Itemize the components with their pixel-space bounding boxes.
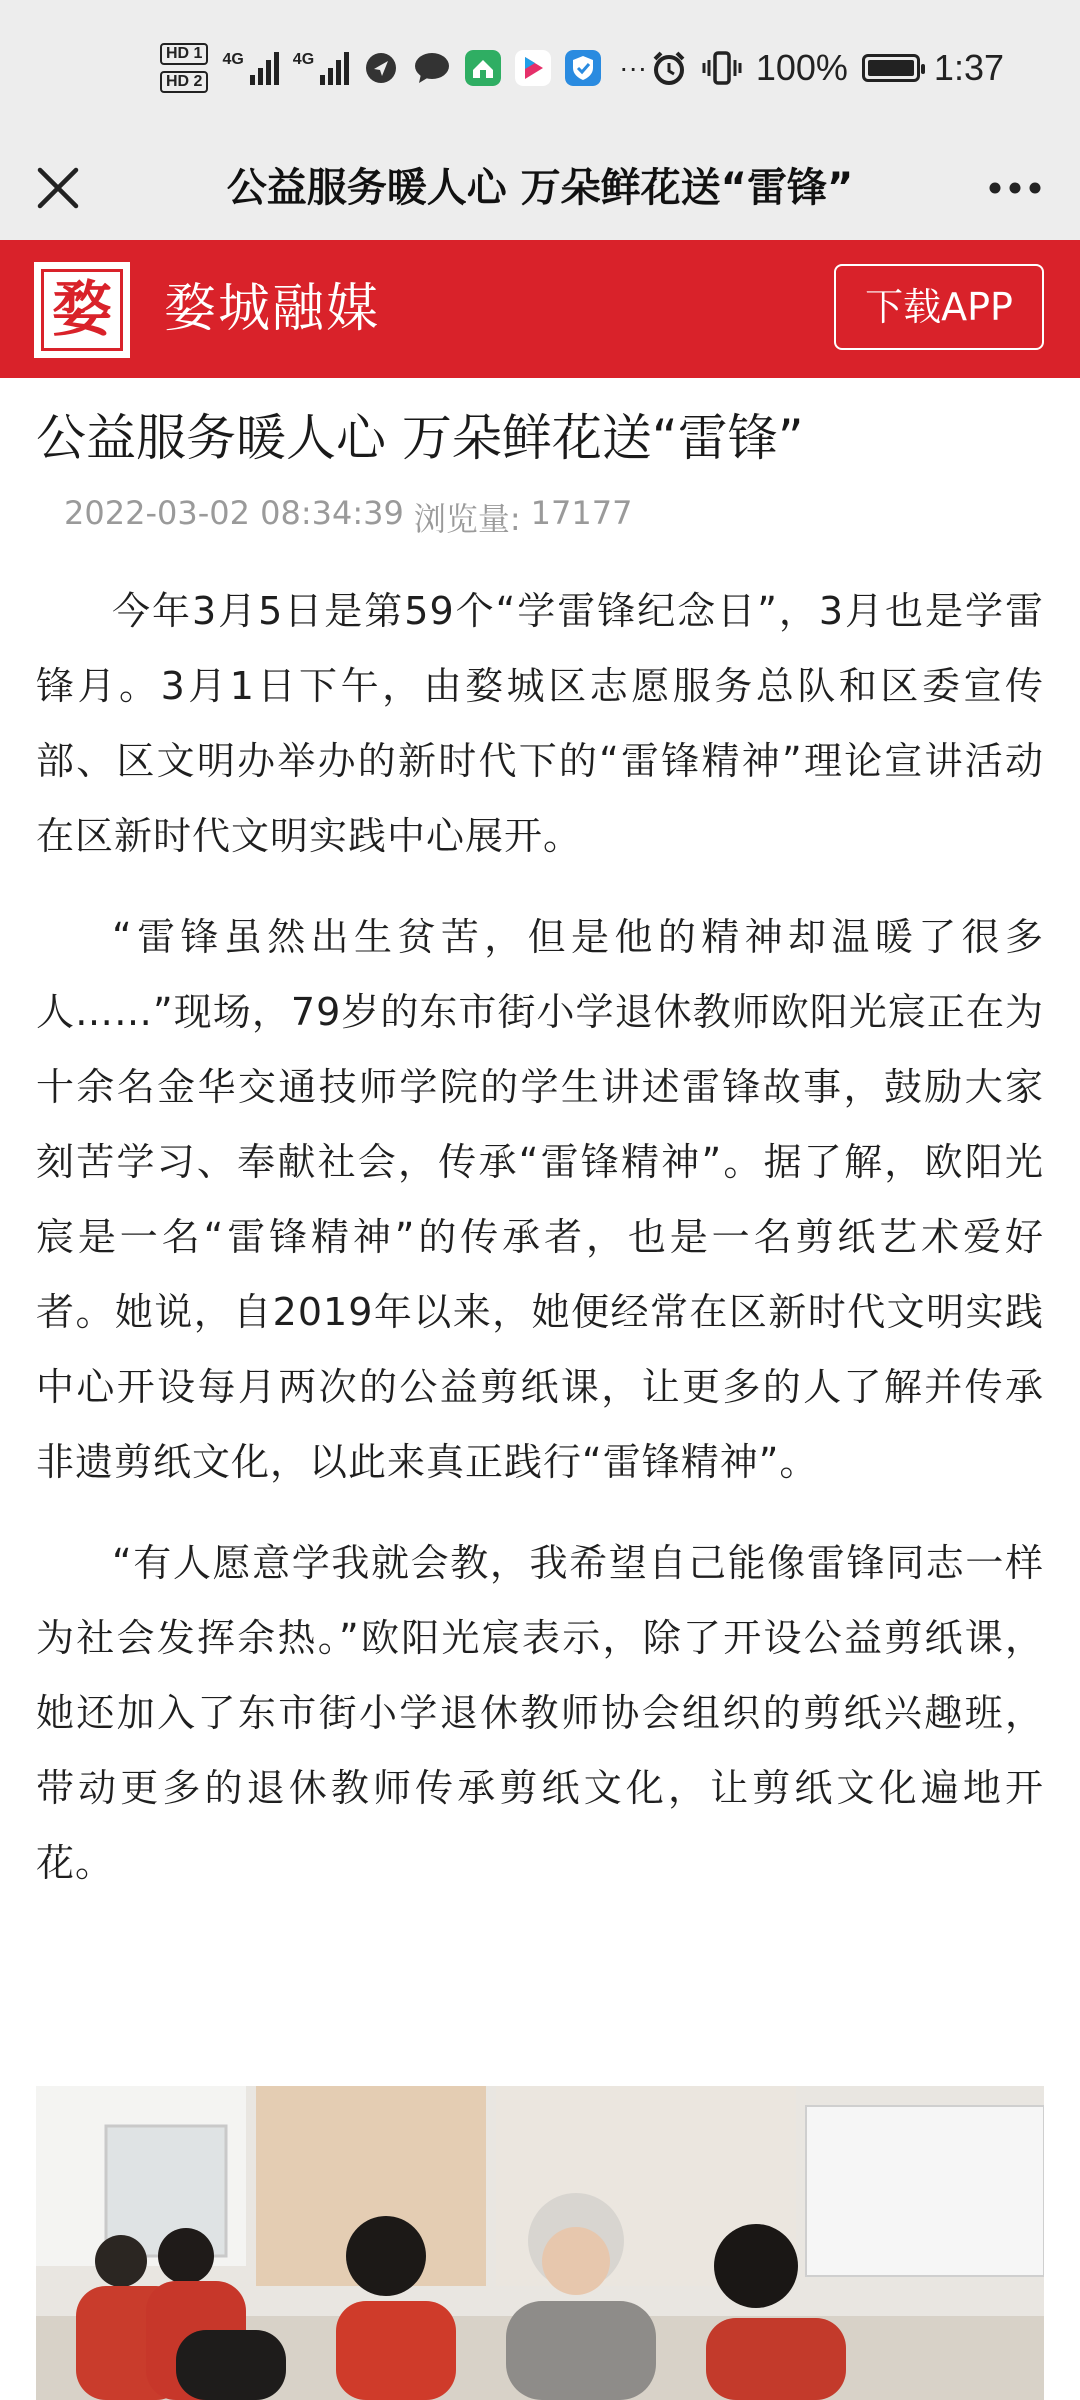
alarm-icon [650, 49, 688, 87]
status-right [650, 38, 1004, 98]
article-paragraph: “雷锋虽然出生贫苦，但是他的精神却温暖了很多人……”现场，79岁的东市街小学退休教师欧阳光宸正在为十余名金华交通技师学院的学生讲述雷锋故事，鼓励大家刻苦学习、奉献社会，传承“雷锋精神”。据了解，欧阳光宸是一名“雷锋精神”的传承者，也是一名剪纸艺术爱好者。她说，自2019年以来，她便经常在区新时代文明实践中心开设每月两次的公益剪纸课，让更多的人了解并传承非遗剪纸文化，以此来真正践行“雷锋精神”。 [36, 915, 1044, 1484]
battery-level-fill [868, 60, 914, 76]
brand-logo-seal: 婺 [41, 269, 123, 351]
article-datetime: 2022-03-02 08:34:39 [64, 494, 404, 532]
chat-bubble-icon [413, 50, 451, 86]
signal-icon [222, 51, 278, 85]
article-body [36, 574, 1044, 1901]
nav-title: 公益服务暖人心 万朵鲜花送“雷锋” [226, 165, 854, 211]
hd-indicators [160, 43, 208, 93]
battery-icon [862, 54, 920, 82]
more-notifications-indicator: ··· [619, 52, 648, 83]
article-paragraph: “有人愿意学我就会教，我希望自己能像雷锋同志一样为社会发挥余热。”欧阳光宸表示，除了开设公益剪纸课，她还加入了东市街小学退休教师协会组织的剪纸兴趣班，带动更多的退休教师传承剪纸文化，让剪纸文化遍地开花。 [36, 1541, 1044, 1885]
views-label: 浏览量: [413, 500, 521, 538]
article-paragraph: 今年3月5日是第59个“学雷锋纪念日”，3月也是学雷锋月。3月1日下午，由婺城区志愿服务总队和区委宣传部、区文明办举办的新时代下的“雷锋精神”理论宣讲活动在区新时代文明实践中心展开。 [36, 589, 1044, 858]
article-meta [64, 494, 1044, 540]
brand-header [0, 240, 1080, 378]
article [36, 378, 1044, 1927]
shield-app-icon [565, 50, 601, 86]
more-horizontal-icon[interactable] [980, 158, 1050, 218]
hd2-badge: HD 2 [160, 71, 208, 93]
brand-name: 婺城融媒 [164, 279, 381, 339]
map-pin-icon [363, 50, 399, 86]
brand-logo[interactable] [34, 262, 130, 358]
article-title: 公益服务暖人心 万朵鲜花送“雷锋” [36, 409, 804, 467]
views-count: 17177 [530, 494, 633, 532]
battery-percent: 100% [755, 47, 848, 88]
article-photo[interactable] [36, 2086, 1044, 2400]
hd1-badge: HD 1 [160, 43, 208, 65]
status-bar [0, 0, 1080, 136]
close-icon[interactable] [28, 158, 88, 218]
download-app-button[interactable]: 下载APP [834, 264, 1044, 350]
youku-app-icon [515, 50, 551, 86]
status-left [160, 38, 647, 98]
vibrate-icon [702, 49, 742, 87]
top-nav-bar [0, 136, 1080, 240]
vivo-app-icon [465, 50, 501, 86]
network-type-2: 4G [292, 51, 315, 68]
article-photo-image [36, 2086, 1044, 2400]
clock-time: 1:37 [933, 47, 1004, 88]
signal-icon-2 [293, 51, 349, 85]
network-type-1: 4G [222, 51, 244, 68]
